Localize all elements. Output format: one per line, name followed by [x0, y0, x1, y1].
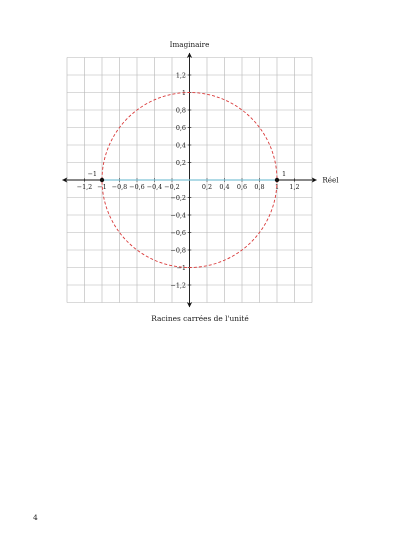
- page-number: 4: [33, 513, 38, 522]
- root-point: [100, 178, 104, 182]
- x-tick-label: −0,4: [146, 183, 163, 191]
- y-tick-label: 0,2: [175, 158, 186, 167]
- plot-marks: [88, 93, 287, 268]
- y-axis-label: Imaginaire: [169, 40, 210, 50]
- x-tick-label: −0,8: [111, 183, 128, 191]
- root-point-label: −1: [87, 170, 97, 178]
- y-tick-label: 0,6: [175, 123, 186, 132]
- y-tick-label: −0,8: [170, 246, 186, 255]
- root-point-label: 1: [282, 170, 287, 178]
- y-tick-label: 0,8: [175, 106, 186, 115]
- y-tick-label: 1,2: [175, 71, 186, 80]
- x-tick-label: −1: [97, 183, 107, 191]
- x-tick-label: 1: [274, 183, 280, 191]
- x-tick-label: 0,2: [201, 183, 213, 191]
- y-tick-label: −1,2: [170, 281, 186, 290]
- y-tick-label: 1: [181, 88, 186, 97]
- y-tick-label: −1: [176, 263, 186, 272]
- y-tick-label: 0,4: [175, 141, 186, 150]
- root-point: [275, 178, 279, 182]
- x-tick-label: −1,2: [76, 183, 93, 191]
- y-tick-label: −0,4: [170, 211, 186, 220]
- x-tick-label: 1,2: [289, 183, 300, 191]
- x-tick-label: 0,4: [219, 183, 230, 191]
- x-axis-label: Réel: [322, 175, 339, 185]
- figure-caption: Racines carrées de l'unité: [151, 314, 249, 323]
- x-tick-label: −0,2: [164, 183, 180, 191]
- x-tick-label: 0,6: [236, 183, 248, 191]
- x-tick-label: 0,8: [254, 183, 265, 191]
- x-tick-label: −0,6: [129, 183, 145, 191]
- y-tick-label: −0,6: [170, 228, 186, 237]
- y-tick-label: −0,2: [170, 193, 186, 202]
